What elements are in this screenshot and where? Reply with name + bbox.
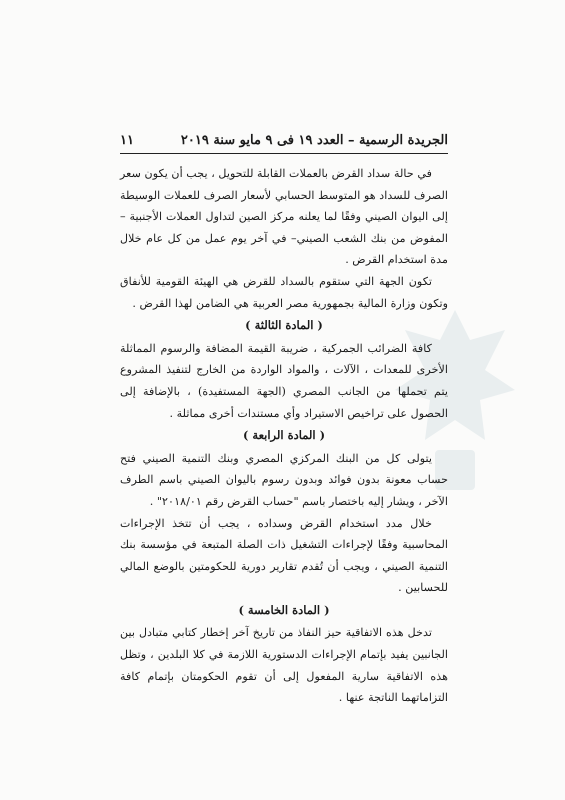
page-number: ١١	[120, 132, 134, 148]
gazette-title: الجريدة الرسمية – العدد ١٩ فى ٩ مايو سنة ٢٠١٩	[180, 132, 448, 148]
page-header	[120, 128, 448, 152]
paragraph-taxes: كافة الضرائب الجمركية ، ضريبة القيمة المضافة والرسوم المماثلة الأخرى للمعدات ، الآلات ، والمواد الواردة من الخارج لتنفيذ المشروع يتم تحملها من الجانب المصري (الجهة المستفيدة) ، بالإضافة إلى الحصول على تراخيص الاستيراد وأي مستندات أخرى مماثلة .	[120, 341, 448, 420]
article-three-heading: ( المادة الثالثة )	[245, 318, 323, 333]
header-divider	[120, 153, 448, 154]
paragraph-accounting-procedures: خلال مدد استخدام القرض وسداده ، يجب أن تتخذ الإجراءات المحاسبية وفقًا لإجراءات التشغيل ذات الصلة المتبعة في مؤسسة بنك التنمية الصيني ، ويجب أن تُقدم تقارير دورية للحكومتين بالوضع المالي للحسابين .	[120, 516, 448, 595]
paragraph-exchange-rate: في حالة سداد القرض بالعملات القابلة للتحويل ، يجب أن يكون سعر الصرف للسداد هو المتوسط الحسابي لأسعار الصرف للعملات الوسيطة إلى اليوان الصيني وفقًا لما يعلنه مركز الصين لتداول العملات الأجنبية – المفوض من بنك الشعب الصيني– في آخر يوم عمل من كل عام خلال مدة استخدام القرض .	[120, 167, 448, 267]
paragraph-accounts: يتولى كل من البنك المركزي المصري وبنك التنمية الصيني فتح حساب معونة بدون فوائد وبدون رسوم باليوان الصيني باسم الطرف الآخر ، ويشار إليه باختصار باسم "حساب القرض رقم ٢٠١٨/٠١" .	[120, 451, 448, 508]
article-five-heading: ( المادة الخامسة )	[238, 602, 330, 617]
article-four-heading: ( المادة الرابعة )	[242, 428, 326, 443]
document-body	[120, 163, 448, 709]
paragraph-repayment-party: تكون الجهة التي ستقوم بالسداد للقرض هي الهيئة القومية للأنفاق وتكون وزارة المالية بجمهورية مصر العربية هي الضامن لهذا القرض .	[120, 274, 448, 310]
paragraph-entry-into-force: تدخل هذه الاتفاقية حيز النفاذ من تاريخ آخر إخطار كتابي متبادل بين الجانبين يفيد بإتمام الإجراءات الدستورية اللازمة في كلا البلدين ، وتظل هذه الاتفاقية سارية المفعول إلى أن تقوم الحكومتان بإتمام كافة التزاماتهما الناتجة عنها .	[120, 626, 448, 705]
